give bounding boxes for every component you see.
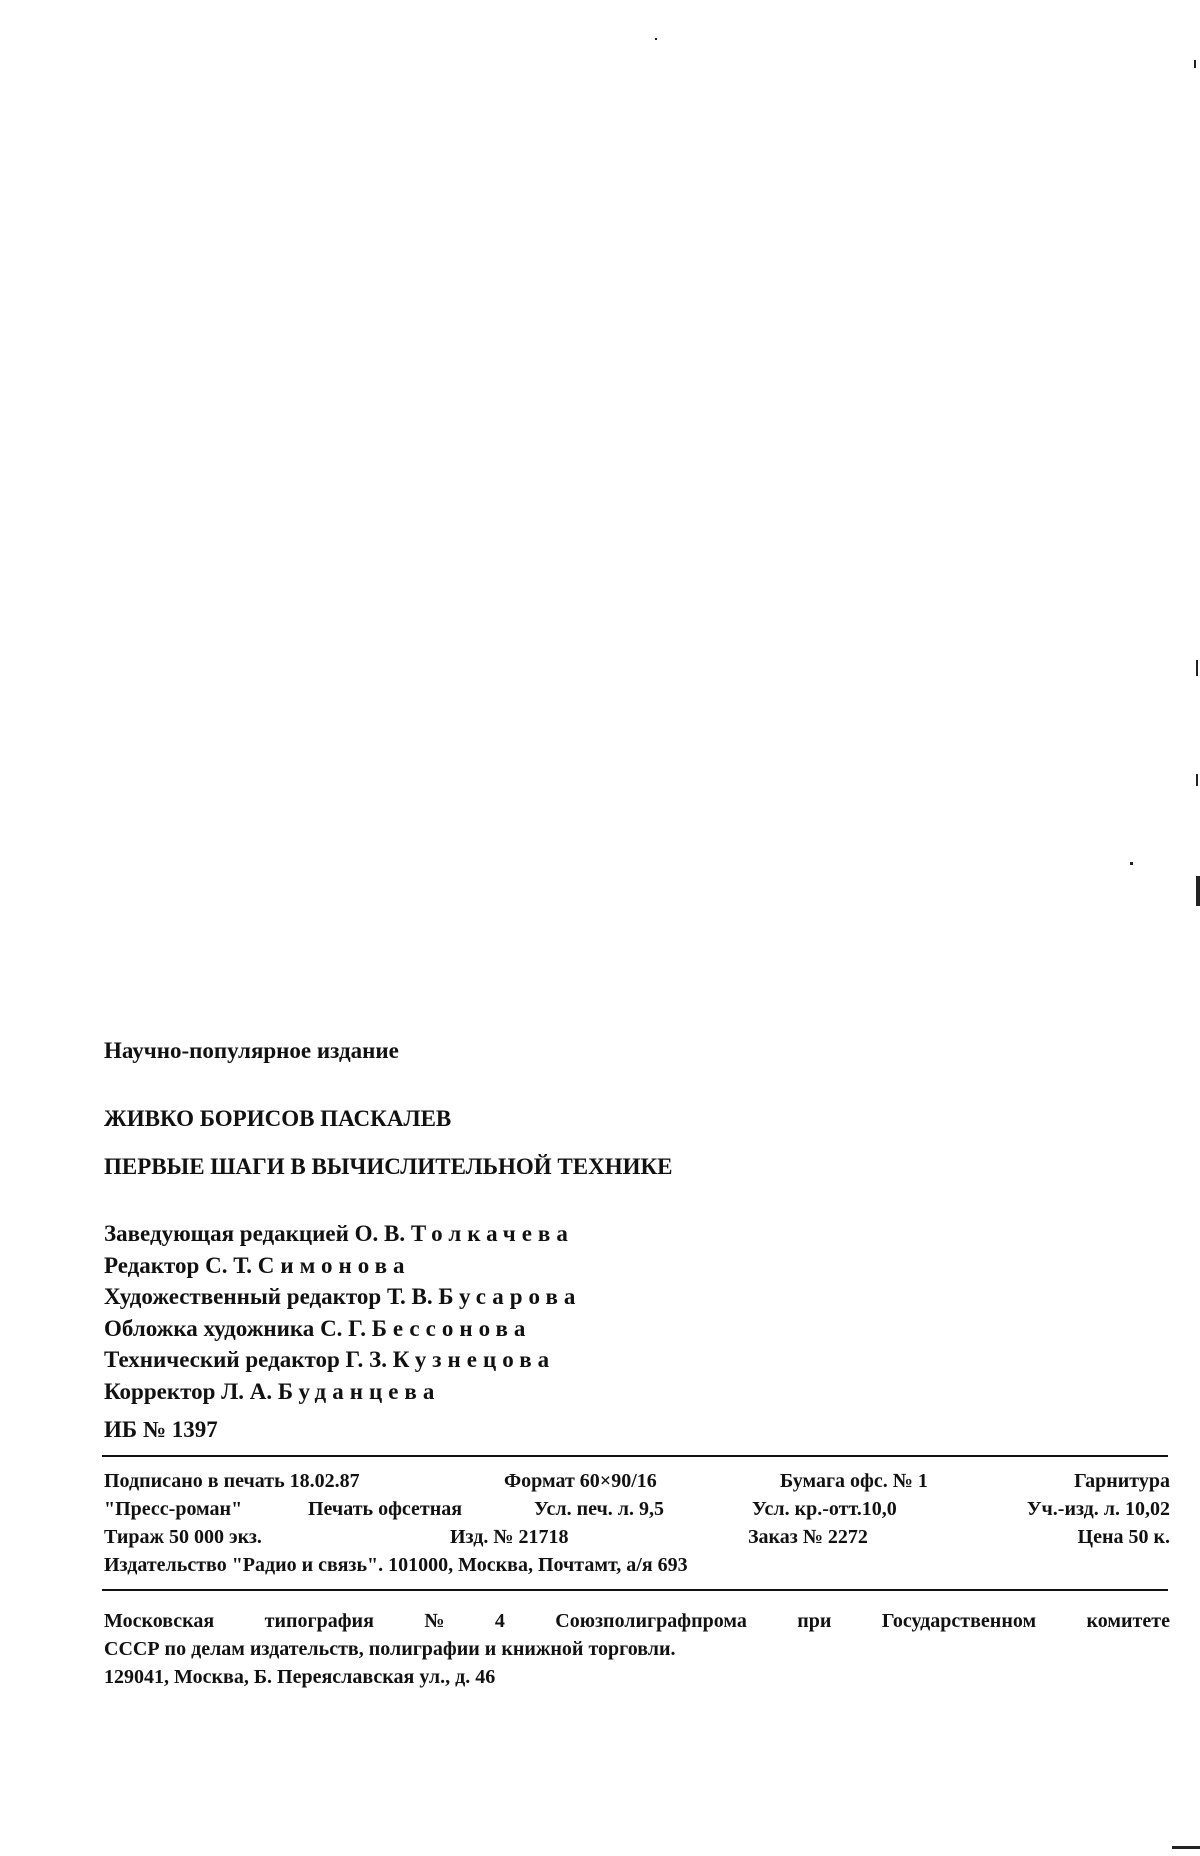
printing-method: Печать офсетная	[308, 1498, 463, 1520]
typeface-name: "Пресс-роман"	[104, 1498, 243, 1520]
publication-row-3	[104, 1523, 1170, 1551]
page-format: Формат 60×90/16	[504, 1470, 657, 1492]
scan-speck	[1196, 774, 1198, 786]
imprint-block	[104, 1038, 1170, 1691]
ib-number: ИБ № 1397	[104, 1417, 218, 1442]
publication-row-4	[104, 1551, 1170, 1579]
printer-line-3: 129041, Москва, Б. Переяславская ул., д. 46	[104, 1666, 496, 1688]
publishing-number: Изд. № 21718	[450, 1526, 569, 1548]
credit-cover-artist: Обложка художника С. Г. Бессонова	[104, 1315, 532, 1341]
scan-speck	[1172, 1846, 1200, 1849]
printer-details	[104, 1607, 1170, 1691]
scan-speck	[1196, 876, 1200, 906]
scan-speck	[1194, 60, 1196, 68]
typeface-label: Гарнитура	[1074, 1470, 1170, 1492]
price: Цена 50 к.	[1077, 1526, 1170, 1548]
printer-line-1: Московская типография № 4 Союзполиграфпрома при Государственном комитете	[104, 1610, 1170, 1632]
circulation: Тираж 50 000 экз.	[104, 1526, 262, 1548]
conventional-color-prints: Усл. кр.-отт.10,0	[752, 1498, 897, 1520]
scan-speck	[655, 38, 657, 40]
paper-type: Бумага офс. № 1	[780, 1470, 928, 1492]
publication-row-2	[104, 1495, 1170, 1523]
divider-bottom	[102, 1589, 1168, 1591]
book-author: ЖИВКО БОРИСОВ ПАСКАЛЕВ	[104, 1106, 452, 1131]
signed-to-print: Подписано в печать 18.02.87	[104, 1470, 360, 1492]
scan-speck	[1196, 660, 1198, 676]
publication-row-1	[104, 1467, 1170, 1495]
printer-line-2: СССР по делам издательств, полиграфии и книжной торговли.	[104, 1638, 676, 1660]
book-title: ПЕРВЫЕ ШАГИ В ВЫЧИСЛИТЕЛЬНОЙ ТЕХНИКЕ	[104, 1154, 673, 1179]
publisher-address: Издательство "Радио и связь". 101000, Москва, Почтамт, а/я 693	[104, 1554, 688, 1576]
order-number: Заказ № 2272	[748, 1526, 868, 1548]
credit-proofreader: Корректор Л. А. Буданцева	[104, 1378, 441, 1404]
credit-editor: Редактор С. Т. Симонова	[104, 1252, 411, 1278]
credit-art-editor: Художественный редактор Т. В. Бусарова	[104, 1284, 582, 1309]
edition-type: Научно-популярное издание	[104, 1038, 399, 1063]
credits-list	[104, 1218, 1170, 1407]
credit-editor-in-chief: Заведующая редакцией О. В. Толкачева	[104, 1221, 574, 1246]
conventional-printed-sheets: Усл. печ. л. 9,5	[534, 1498, 665, 1520]
publication-details	[104, 1467, 1170, 1579]
scan-speck	[1130, 862, 1133, 865]
divider-top	[102, 1455, 1168, 1457]
credit-technical-editor: Технический редактор Г. З. Кузнецова	[104, 1347, 556, 1372]
publisher-sheets: Уч.-изд. л. 10,02	[1026, 1498, 1170, 1520]
